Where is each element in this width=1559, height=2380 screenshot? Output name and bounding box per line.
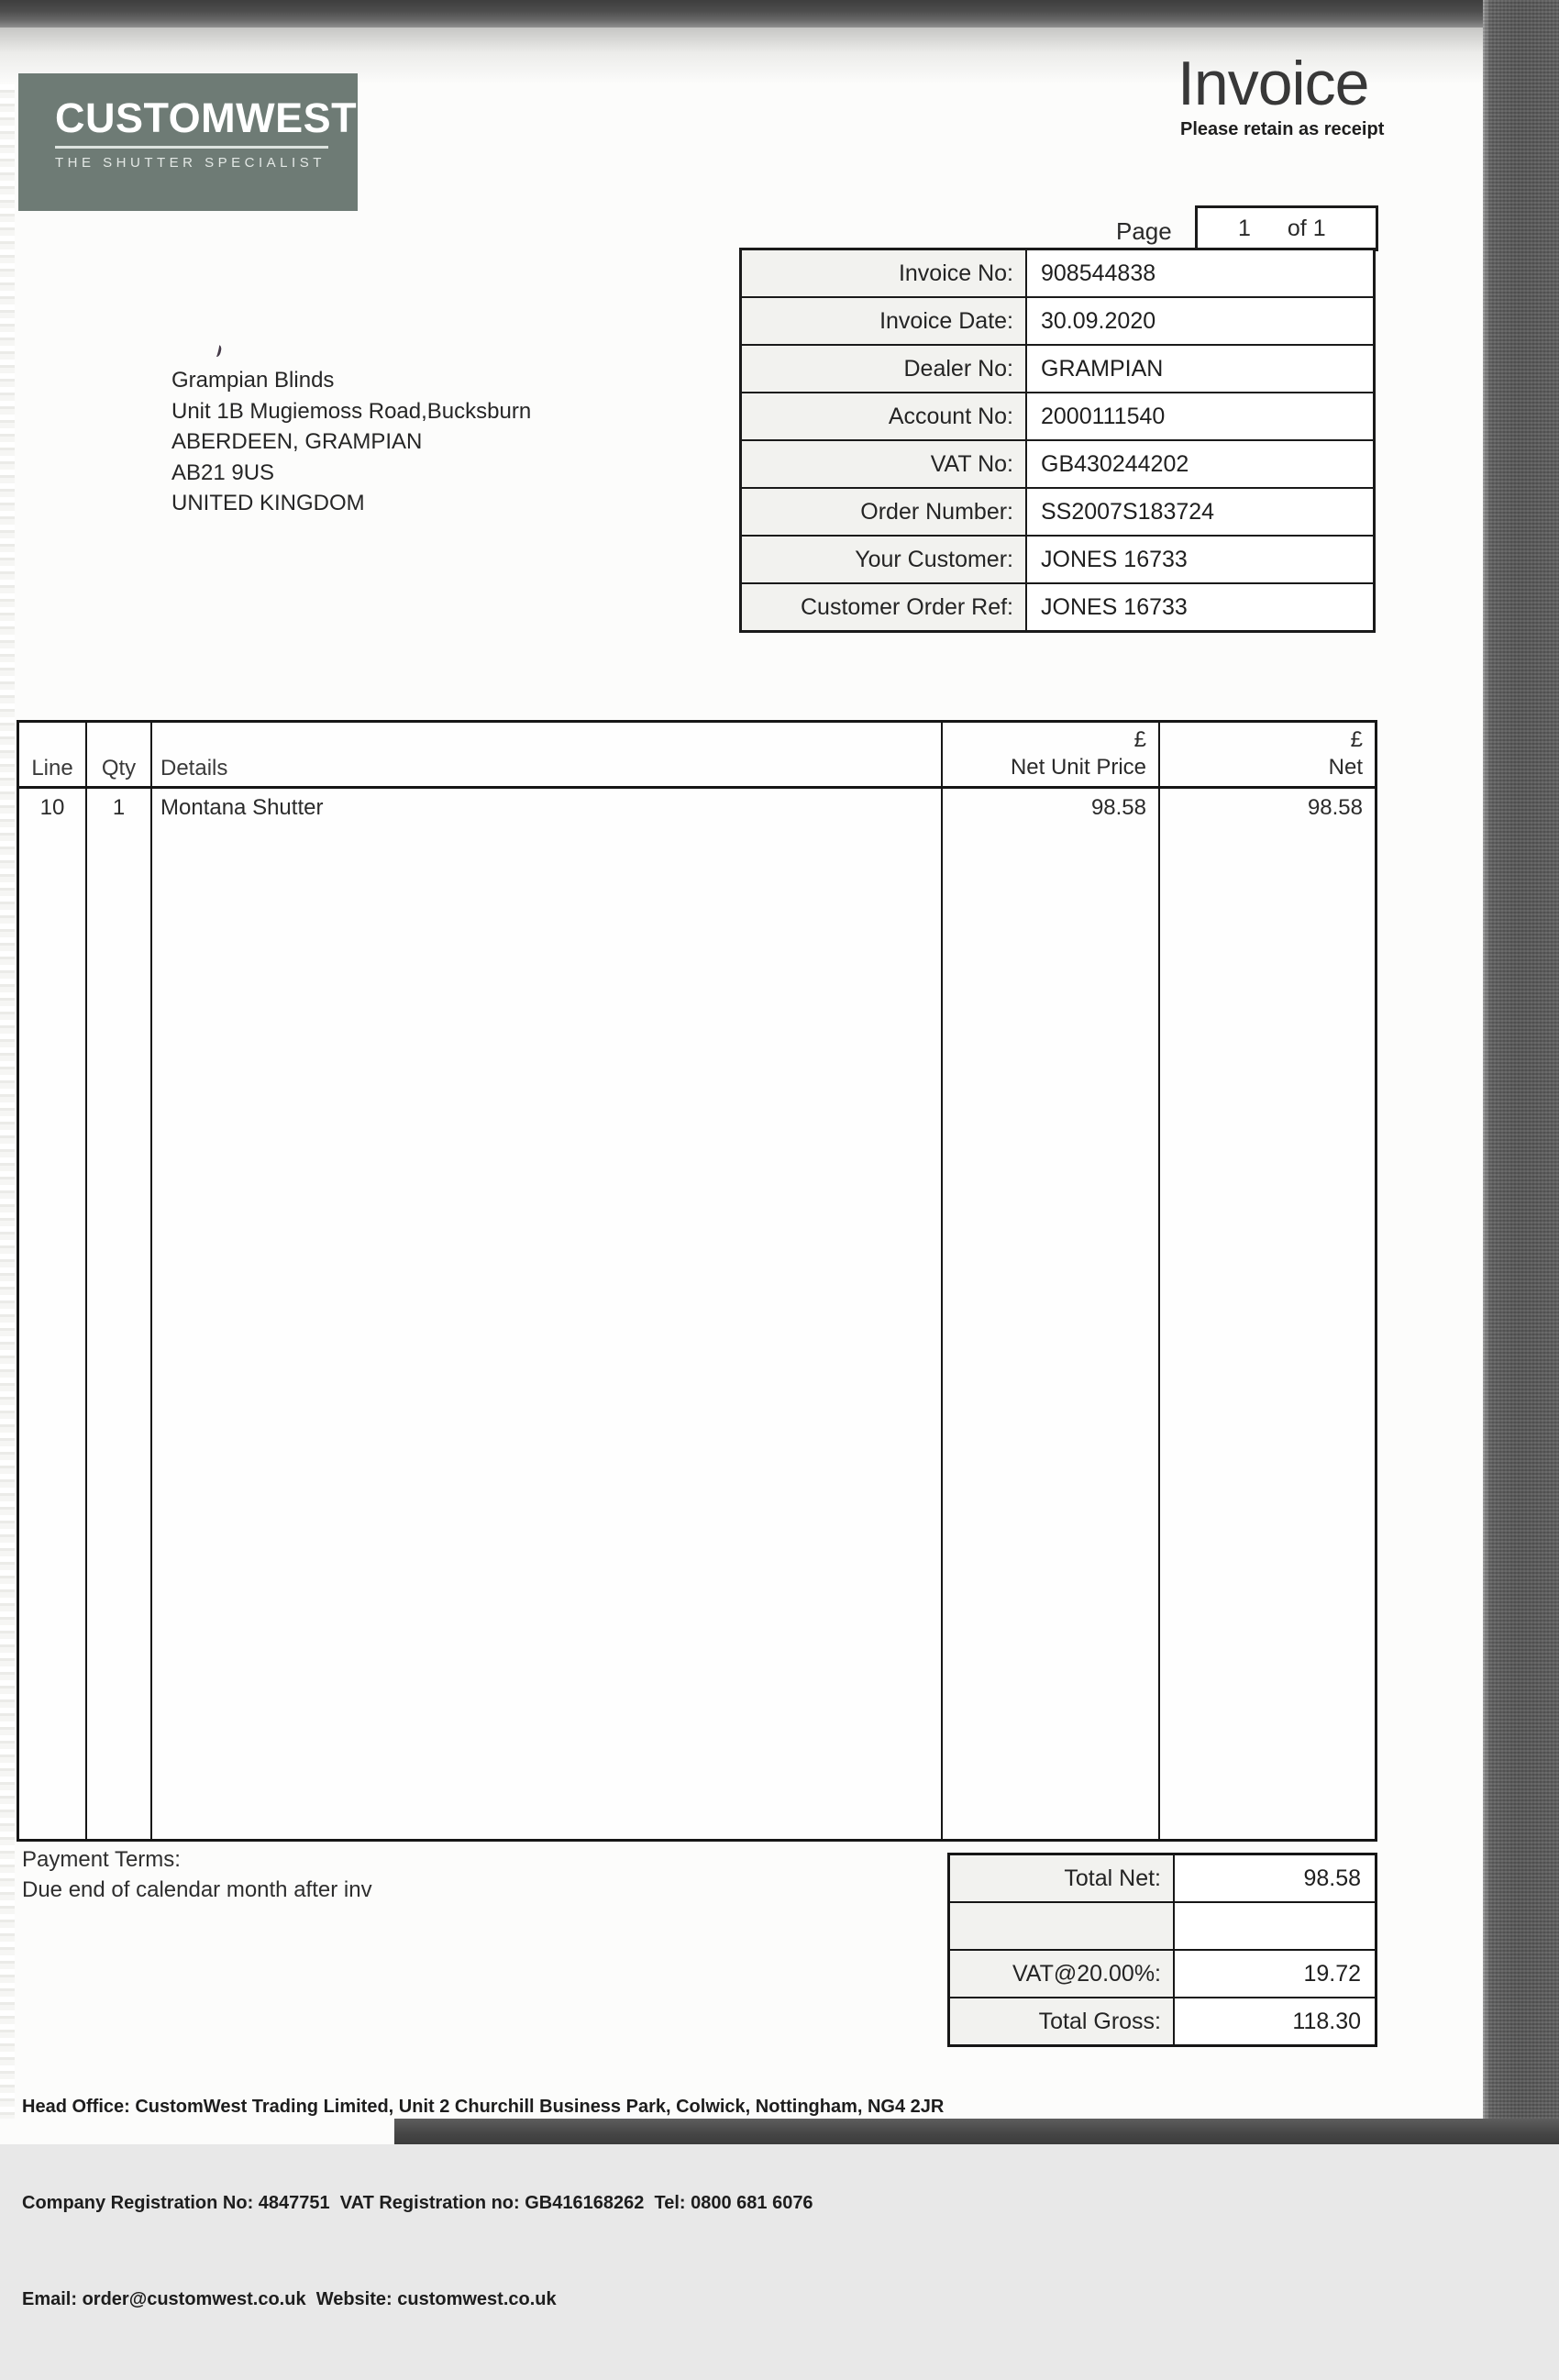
meta-value: 908544838 [1026,249,1375,298]
table-row [949,1902,1377,1950]
total-label: Total Net: [949,1854,1175,1903]
footer-line: Head Office: CustomWest Trading Limited, Unit 2 Churchill Business Park, Colwick, Nottingham, NG4 2JR [22,2097,945,2117]
item-line-number: 10 [19,789,87,1839]
total-label [949,1902,1175,1950]
item-qty: 1 [87,789,152,1839]
payment-terms-label: Payment Terms: [22,1847,181,1872]
table-row [741,488,1375,536]
page-of: of 1 [1287,215,1326,241]
col-header-label: Net [1328,755,1363,780]
table-row [741,345,1375,393]
total-value: 19.72 [1174,1950,1377,1998]
table-row [741,583,1375,632]
col-header-net [1160,723,1375,789]
line-items-table [17,720,1377,1842]
col-header-net-unit-price [943,723,1160,789]
total-label: VAT@20.00%: [949,1950,1175,1998]
invoice-meta-table [739,248,1376,633]
document-title: Invoice [1178,49,1369,118]
address-line: AB21 9US [171,459,275,485]
footer-line: Company Registration No: 4847751 VAT Registration no: GB416168262 Tel: 0800 681 6076 [22,2193,813,2213]
table-row [741,440,1375,488]
total-value: 118.30 [1174,1998,1377,2046]
scan-left-streaks [0,84,15,2119]
meta-label: Customer Order Ref: [741,583,1027,632]
meta-label: Order Number: [741,488,1027,536]
meta-value: GB430244202 [1026,440,1375,488]
item-net: 98.58 [1307,795,1363,820]
footer-line: Email: order@customwest.co.uk Website: customwest.co.uk [22,2289,557,2309]
scan-edge-right [1483,0,1559,2144]
logo-divider [55,146,328,149]
meta-label: Account No: [741,393,1027,440]
scan-edge-top [0,0,1559,28]
address-line: Grampian Blinds [171,368,335,393]
payment-terms-text: Due end of calendar month after inv [22,1877,372,1902]
page-number: 1 [1238,215,1251,241]
total-value [1174,1902,1377,1950]
col-header-label: Net Unit Price [1010,755,1146,780]
meta-label: Invoice Date: [741,297,1027,345]
item-details: Montana Shutter [152,789,943,1839]
meta-value: GRAMPIAN [1026,345,1375,393]
meta-value: JONES 16733 [1026,583,1375,632]
address-line: UNITED KINGDOM [171,491,365,515]
col-header-qty: Qty [87,723,152,789]
page-indicator-box [1195,205,1378,251]
logo-name: CUSTOMWEST [55,94,358,141]
table-row [949,1950,1377,1998]
item-net-unit-price: 98.58 [943,789,1160,1839]
table-row [741,536,1375,583]
totals-table [947,1853,1377,2047]
address-line: Unit 1B Mugiemoss Road,Bucksburn [171,398,532,424]
address-line: ABERDEEN, GRAMPIAN [171,429,423,454]
document-subtitle: Please retain as receipt [1180,119,1385,139]
table-row [949,1854,1377,1903]
meta-value: 30.09.2020 [1026,297,1375,345]
col-header-line: Line [19,723,87,789]
total-value: 98.58 [1174,1854,1377,1903]
page-label: Page [1116,217,1172,245]
table-row [741,249,1375,298]
logo-tagline: THE SHUTTER SPECIALIST [55,154,326,171]
customwest-logo [18,73,358,211]
col-header-details: Details [152,723,943,789]
meta-label: Dealer No: [741,345,1027,393]
footer-company-info [22,2027,944,2380]
meta-label: Your Customer: [741,536,1027,583]
meta-value: JONES 16733 [1026,536,1375,583]
table-row [741,297,1375,345]
meta-value: SS2007S183724 [1026,488,1375,536]
total-label: Total Gross: [949,1998,1175,2046]
currency-symbol: £ [1350,727,1363,752]
meta-value: 2000111540 [1026,393,1375,440]
meta-label: VAT No: [741,440,1027,488]
meta-label: Invoice No: [741,249,1027,298]
currency-symbol: £ [1133,727,1146,752]
table-row [949,1998,1377,2046]
recipient-address [171,365,531,519]
payment-terms [22,1844,372,1905]
pen-mark-artifact [213,344,223,358]
table-row [741,393,1375,440]
